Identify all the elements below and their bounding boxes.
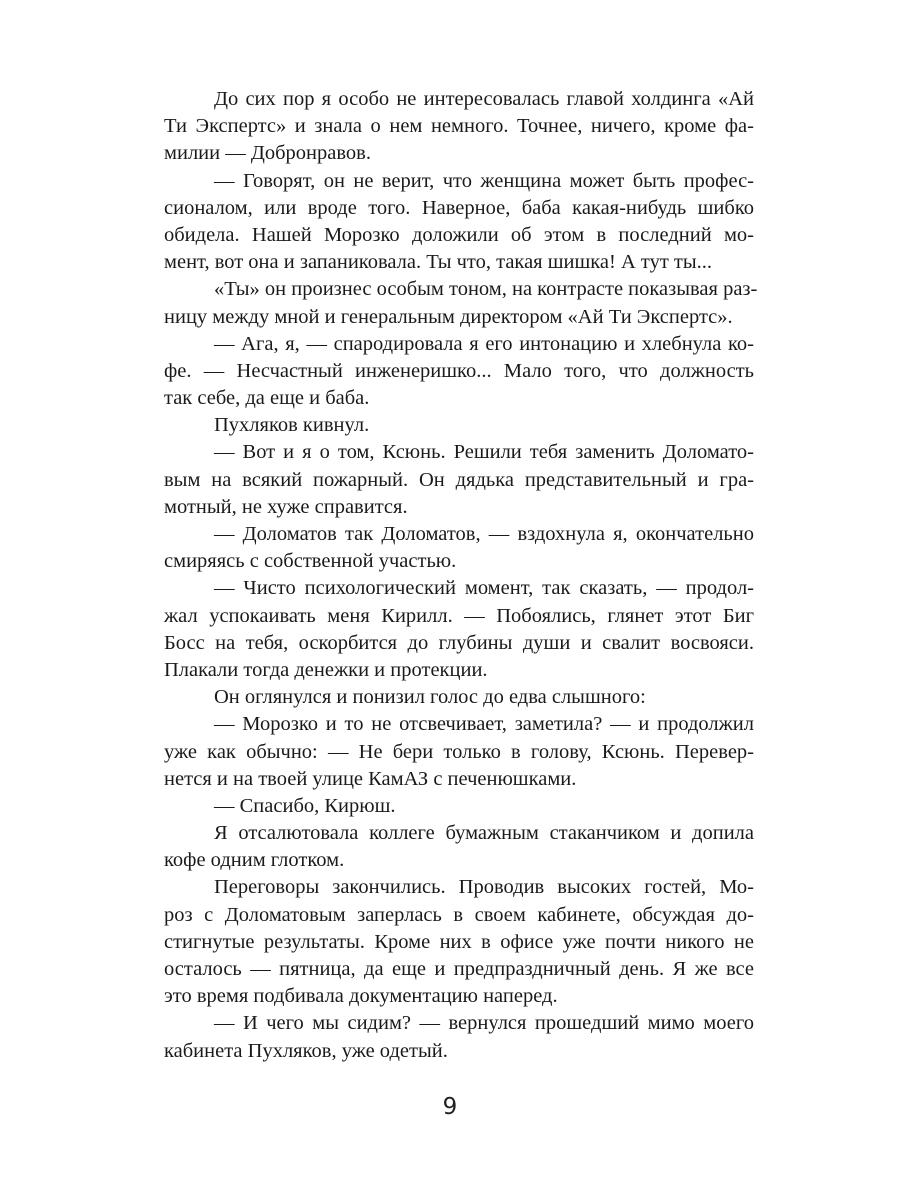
text-line: кабинета Пухляков, уже одетый.	[164, 1039, 448, 1062]
text-line: — Ага, я, — спародировала я его интонацию и хлебнула ко-	[214, 332, 754, 355]
text-line: Ти Экспертс» и знала о нем немного. Точнее, ничего, кроме фа-	[164, 115, 754, 138]
text-line: ницу между мной и генеральным директором «Ай Ти Экспертс».	[164, 305, 733, 328]
text-line: обидела. Нашей Морозко доложили об этом в последний мо-	[164, 223, 754, 246]
text-line: — Доломатов так Доломатов, — вздохнула я, окончательно	[214, 523, 754, 545]
text-line: осталось — пятница, да еще и предпраздничный день. Я же все	[164, 958, 754, 980]
text-line: Пухляков кивнул.	[214, 414, 370, 437]
text-line: вым на всякий пожарный. Он дядька представительный и гра-	[164, 468, 754, 491]
text-line: мотный, не хуже справится.	[164, 495, 408, 518]
text-line: нется и на твоей улице КамАЗ с печенюшками.	[164, 767, 577, 790]
text-line: — Чисто психологический момент, так сказать, — продол-	[214, 577, 754, 600]
text-line: — Морозко и то не отсвечивает, заметила? — и продолжил	[214, 713, 754, 736]
text-line: роз с Доломатовым заперлась в своем кабинете, обсуждая до-	[164, 903, 754, 926]
text-line: — И чего мы сидим? — вернулся прошедший мимо моего	[214, 1012, 754, 1035]
text-line: уже как обычно: — Не бери только в голову, Ксюнь. Перевер-	[164, 740, 754, 763]
text-line: смиряясь с собственной участью.	[164, 550, 457, 573]
text-line: Я отсалютовала коллеге бумажным стаканчиком и допила	[214, 822, 754, 845]
text-line: жал успокаивать меня Кирилл. — Побоялись, глянет этот Биг	[164, 604, 754, 627]
text-line: — Вот и я о том, Ксюнь. Решили тебя заменить Доломато-	[214, 441, 754, 464]
text-line: так себе, да еще и баба.	[164, 387, 370, 410]
text-line: это время подбивала документацию наперед.	[164, 985, 558, 1008]
body-text	[164, 86, 758, 1065]
text-line: сионалом, или вроде того. Наверное, баба какая-нибудь шибко	[164, 196, 754, 219]
text-line: стигнутые результаты. Кроме них в офисе уже почти никого не	[164, 930, 754, 953]
text-line: Он оглянулся и понизил голос до едва слышного:	[214, 686, 646, 709]
text-line: фе. — Несчастный инженеришко... Мало того, что должность	[164, 359, 754, 382]
text-line: кофе одним глотком.	[164, 849, 345, 872]
text-line: мент, вот она и запаниковала. Ты что, такая шишка! А тут ты...	[164, 251, 713, 274]
text-line: — Говорят, он не верит, что женщина может быть профес-	[214, 169, 754, 192]
text-line: Плакали тогда денежки и протекции.	[164, 658, 488, 681]
text-line: Переговоры закончились. Проводив высоких гостей, Мо-	[214, 876, 754, 899]
text-line: До сих пор я особо не интересовалась главой холдинга «Ай	[214, 88, 754, 110]
text-line: «Ты» он произнес особым тоном, на контрасте показывая раз-	[214, 278, 758, 301]
text-line: — Спасибо, Кирюш.	[214, 794, 396, 817]
page-number: 9	[442, 1094, 458, 1120]
text-line: милии — Добронравов.	[164, 142, 371, 165]
text-line: Босс на тебя, оскорбится до глубины души и свалит восвояси.	[164, 631, 754, 654]
